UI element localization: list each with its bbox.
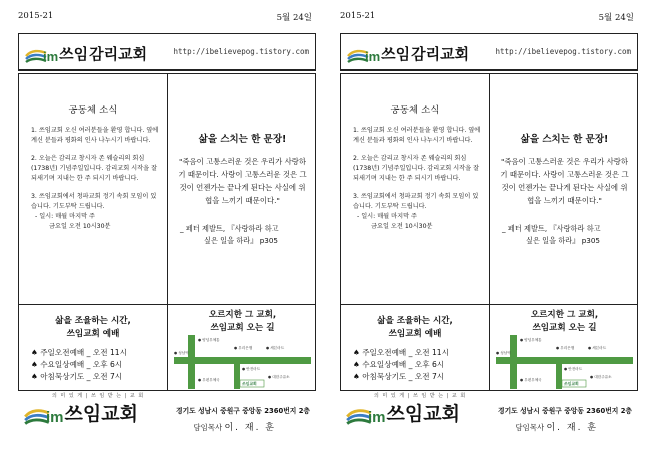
news-schedule: 금요일 오전 10시30분: [371, 223, 433, 230]
logo-tagline: 의 미 있 게 | 쓰 임 받 는 | 교 회: [374, 393, 467, 399]
church-logo: [25, 38, 147, 64]
directions-section: [168, 305, 317, 392]
news-item: 1. 쓰임교회 오신 여러분들을 환영 합니다. 옆에 계신 분들과 평화의 인사 나누시기 바랍니다.: [31, 127, 159, 144]
worship-title-line: 삶을 조율하는 시간,: [377, 316, 453, 326]
logo-mark: im: [365, 49, 381, 64]
issue-date: 5월 24일: [276, 13, 312, 23]
logo-name-bold: 쓰임: [59, 45, 89, 63]
directions-title-line: 쓰임교회 오는 길: [210, 323, 275, 333]
logo-name-bold: 쓰임: [381, 45, 411, 63]
directions-title: [494, 309, 635, 335]
news-schedule: - 일시: 매월 마지막 주: [35, 213, 96, 220]
service-list: [25, 347, 161, 383]
worship-title: [25, 315, 161, 341]
logo-name-rest: 감리교회: [89, 45, 148, 63]
header-banner: [340, 33, 638, 71]
location-map: [174, 335, 311, 389]
pastor-info: [194, 420, 276, 433]
logo-name: 쓰임교회: [386, 403, 460, 425]
directions-title-line: 오르지한 그 교회,: [530, 310, 599, 320]
worship-title-line: 삶을 조율하는 시간,: [55, 316, 131, 326]
worship-section: [19, 305, 167, 392]
church-address: 경기도 성남시 중원구 중앙동 2360번지 2층: [498, 407, 632, 415]
logo-mark: im: [368, 409, 386, 426]
news-item: 3. 쓰임교회에서 청파교회 정기 속회 모임이 있습니다. 기도부탁 드립니다.: [31, 193, 157, 210]
quote-source: 싶은 일을 하라』 p305: [204, 236, 278, 245]
news-item: 2. 오늘은 감리교 창시자 존 웨슬리의 회심(1738년) 기념주일입니다. 감리교회 시작을 잘 되새기며 지내는 한 주 되시기 바랍니다.: [31, 155, 158, 182]
footer: [340, 393, 638, 433]
pastor-name: 이. 재. 훈: [546, 423, 598, 433]
service-item: ♠ 수요일상예배 _ 오후 6시: [353, 360, 445, 369]
directions-title-line: 오르지한 그 교회,: [208, 310, 277, 320]
logo-name: 쓰임교회: [64, 403, 138, 425]
worship-title-line: 쓰임교회 예배: [66, 329, 120, 339]
directions-title: [172, 309, 313, 335]
worship-section: [341, 305, 489, 392]
footer-logo: [346, 399, 460, 426]
quote-source: 싶은 일을 하라』 p305: [526, 236, 600, 245]
news-item: 2. 오늘은 감리교 창시자 존 웨슬리의 회심(1738년) 기념주일입니다. 감리교회 시작을 잘 되새기며 지내는 한 주 되시기 바랍니다.: [353, 155, 480, 182]
worship-title: [347, 315, 483, 341]
map-label: ● 우리은행: [556, 346, 575, 350]
logo-mark: im: [46, 409, 64, 426]
quote-section: [490, 74, 639, 304]
service-item: ♠ 수요일상예배 _ 오후 6시: [31, 360, 123, 369]
pastor-role: 담임목사: [515, 423, 545, 432]
map-label: ● 우리은행: [234, 346, 253, 350]
news-title: 공동체 소식: [390, 105, 440, 116]
directions-section: [490, 305, 639, 392]
map-label: ● 우편우체국: [520, 378, 542, 382]
issue-number: 2015-21: [340, 11, 376, 21]
pastor-info: [516, 420, 598, 433]
quote-source: _ 페터 제발트, 『사랑하라 하고: [502, 224, 601, 233]
pastor-role: 담임목사: [193, 423, 223, 432]
map-label: ● 세븐마트: [588, 346, 607, 350]
content-grid: [340, 73, 638, 391]
news-item: 3. 쓰임교회에서 청파교회 정기 속회 모임이 있습니다. 기도부탁 드립니다.: [353, 193, 479, 210]
map-label: ● 양념우체통: [520, 338, 542, 342]
quote-section: [168, 74, 317, 304]
service-list: [347, 347, 483, 383]
news-title: 공동체 소식: [68, 105, 118, 116]
map-label: ● 우편우체국: [198, 378, 220, 382]
header-banner: [18, 33, 316, 71]
directions-title-line: 쓰임교회 오는 길: [532, 323, 597, 333]
footer-logo: [24, 399, 138, 426]
service-item: ♠ 아침묵상기도 _ 오전 7시: [31, 372, 123, 381]
quote-text: "죽음이 고통스러운 것은 우리가 사랑하기 때문이다. 사랑이 고통스러운 것은 그것이 언젠가는 끝나게 된다는 사실에 위협을 느끼기 때문이다.": [500, 157, 629, 205]
issue-number: 2015-21: [18, 11, 54, 21]
map-road: [496, 357, 633, 364]
logo-name-rest: 감리교회: [411, 45, 470, 63]
pastor-name: 이. 재. 훈: [224, 423, 276, 433]
map-label: ● 양념우체통: [198, 338, 220, 342]
service-item: ♠ 아침묵상기도 _ 오전 7시: [353, 372, 445, 381]
worship-title-line: 쓰임교회 예배: [388, 329, 442, 339]
community-news-section: [341, 74, 489, 304]
news-schedule: - 일시: 매월 마지막 주: [357, 213, 418, 220]
map-label: 쓰임교회: [564, 381, 579, 386]
quote-source: _ 페터 제발트, 『사랑하라 하고: [180, 224, 279, 233]
service-item: ♠ 주일오전예배 _ 오전 11시: [353, 348, 449, 357]
logo-tagline: 의 미 있 게 | 쓰 임 받 는 | 교 회: [52, 393, 145, 399]
footer: [18, 393, 316, 433]
map-label: ● 안전마트: [242, 367, 261, 371]
logo-mark: im: [43, 49, 59, 64]
map-label: ● 대한주유소: [268, 375, 290, 379]
blog-url[interactable]: http://ibelievepog.tistory.com: [173, 47, 309, 56]
service-item: ♠ 주일오전예배 _ 오전 11시: [31, 348, 127, 357]
top-line: [340, 11, 638, 25]
community-news-section: [19, 74, 167, 304]
map-road: [234, 357, 240, 389]
location-map: [496, 335, 633, 389]
map-label: ● 성남역: [496, 351, 511, 355]
quote-title: 삶을 스치는 한 문장!: [198, 134, 287, 145]
map-road: [556, 357, 562, 389]
church-logo: [347, 38, 469, 64]
blog-url[interactable]: http://ibelievepog.tistory.com: [495, 47, 631, 56]
issue-date: 5월 24일: [598, 13, 634, 23]
quote-text: "죽음이 고통스러운 것은 우리가 사랑하기 때문이다. 사랑이 고통스러운 것은 그것이 언젠가는 끝나게 된다는 사실에 위협을 느끼기 때문이다.": [178, 157, 307, 205]
news-schedule: 금요일 오전 10시30분: [49, 223, 111, 230]
map-label: ● 대한주유소: [590, 375, 612, 379]
bulletin-page-left: [8, 0, 326, 459]
news-item: 1. 쓰임교회 오신 여러분들을 환영 합니다. 옆에 계신 분들과 평화의 인사 나누시기 바랍니다.: [353, 127, 481, 144]
bulletin-page-right: [330, 0, 648, 459]
top-line: [18, 11, 316, 25]
map-label: ● 세븐마트: [266, 346, 285, 350]
church-address: 경기도 성남시 중원구 중앙동 2360번지 2층: [176, 407, 310, 415]
map-label: 쓰임교회: [242, 381, 257, 386]
content-grid: [18, 73, 316, 391]
map-road: [174, 357, 311, 364]
map-label: ● 성남역: [174, 351, 189, 355]
quote-title: 삶을 스치는 한 문장!: [520, 134, 609, 145]
map-label: ● 안전마트: [564, 367, 583, 371]
